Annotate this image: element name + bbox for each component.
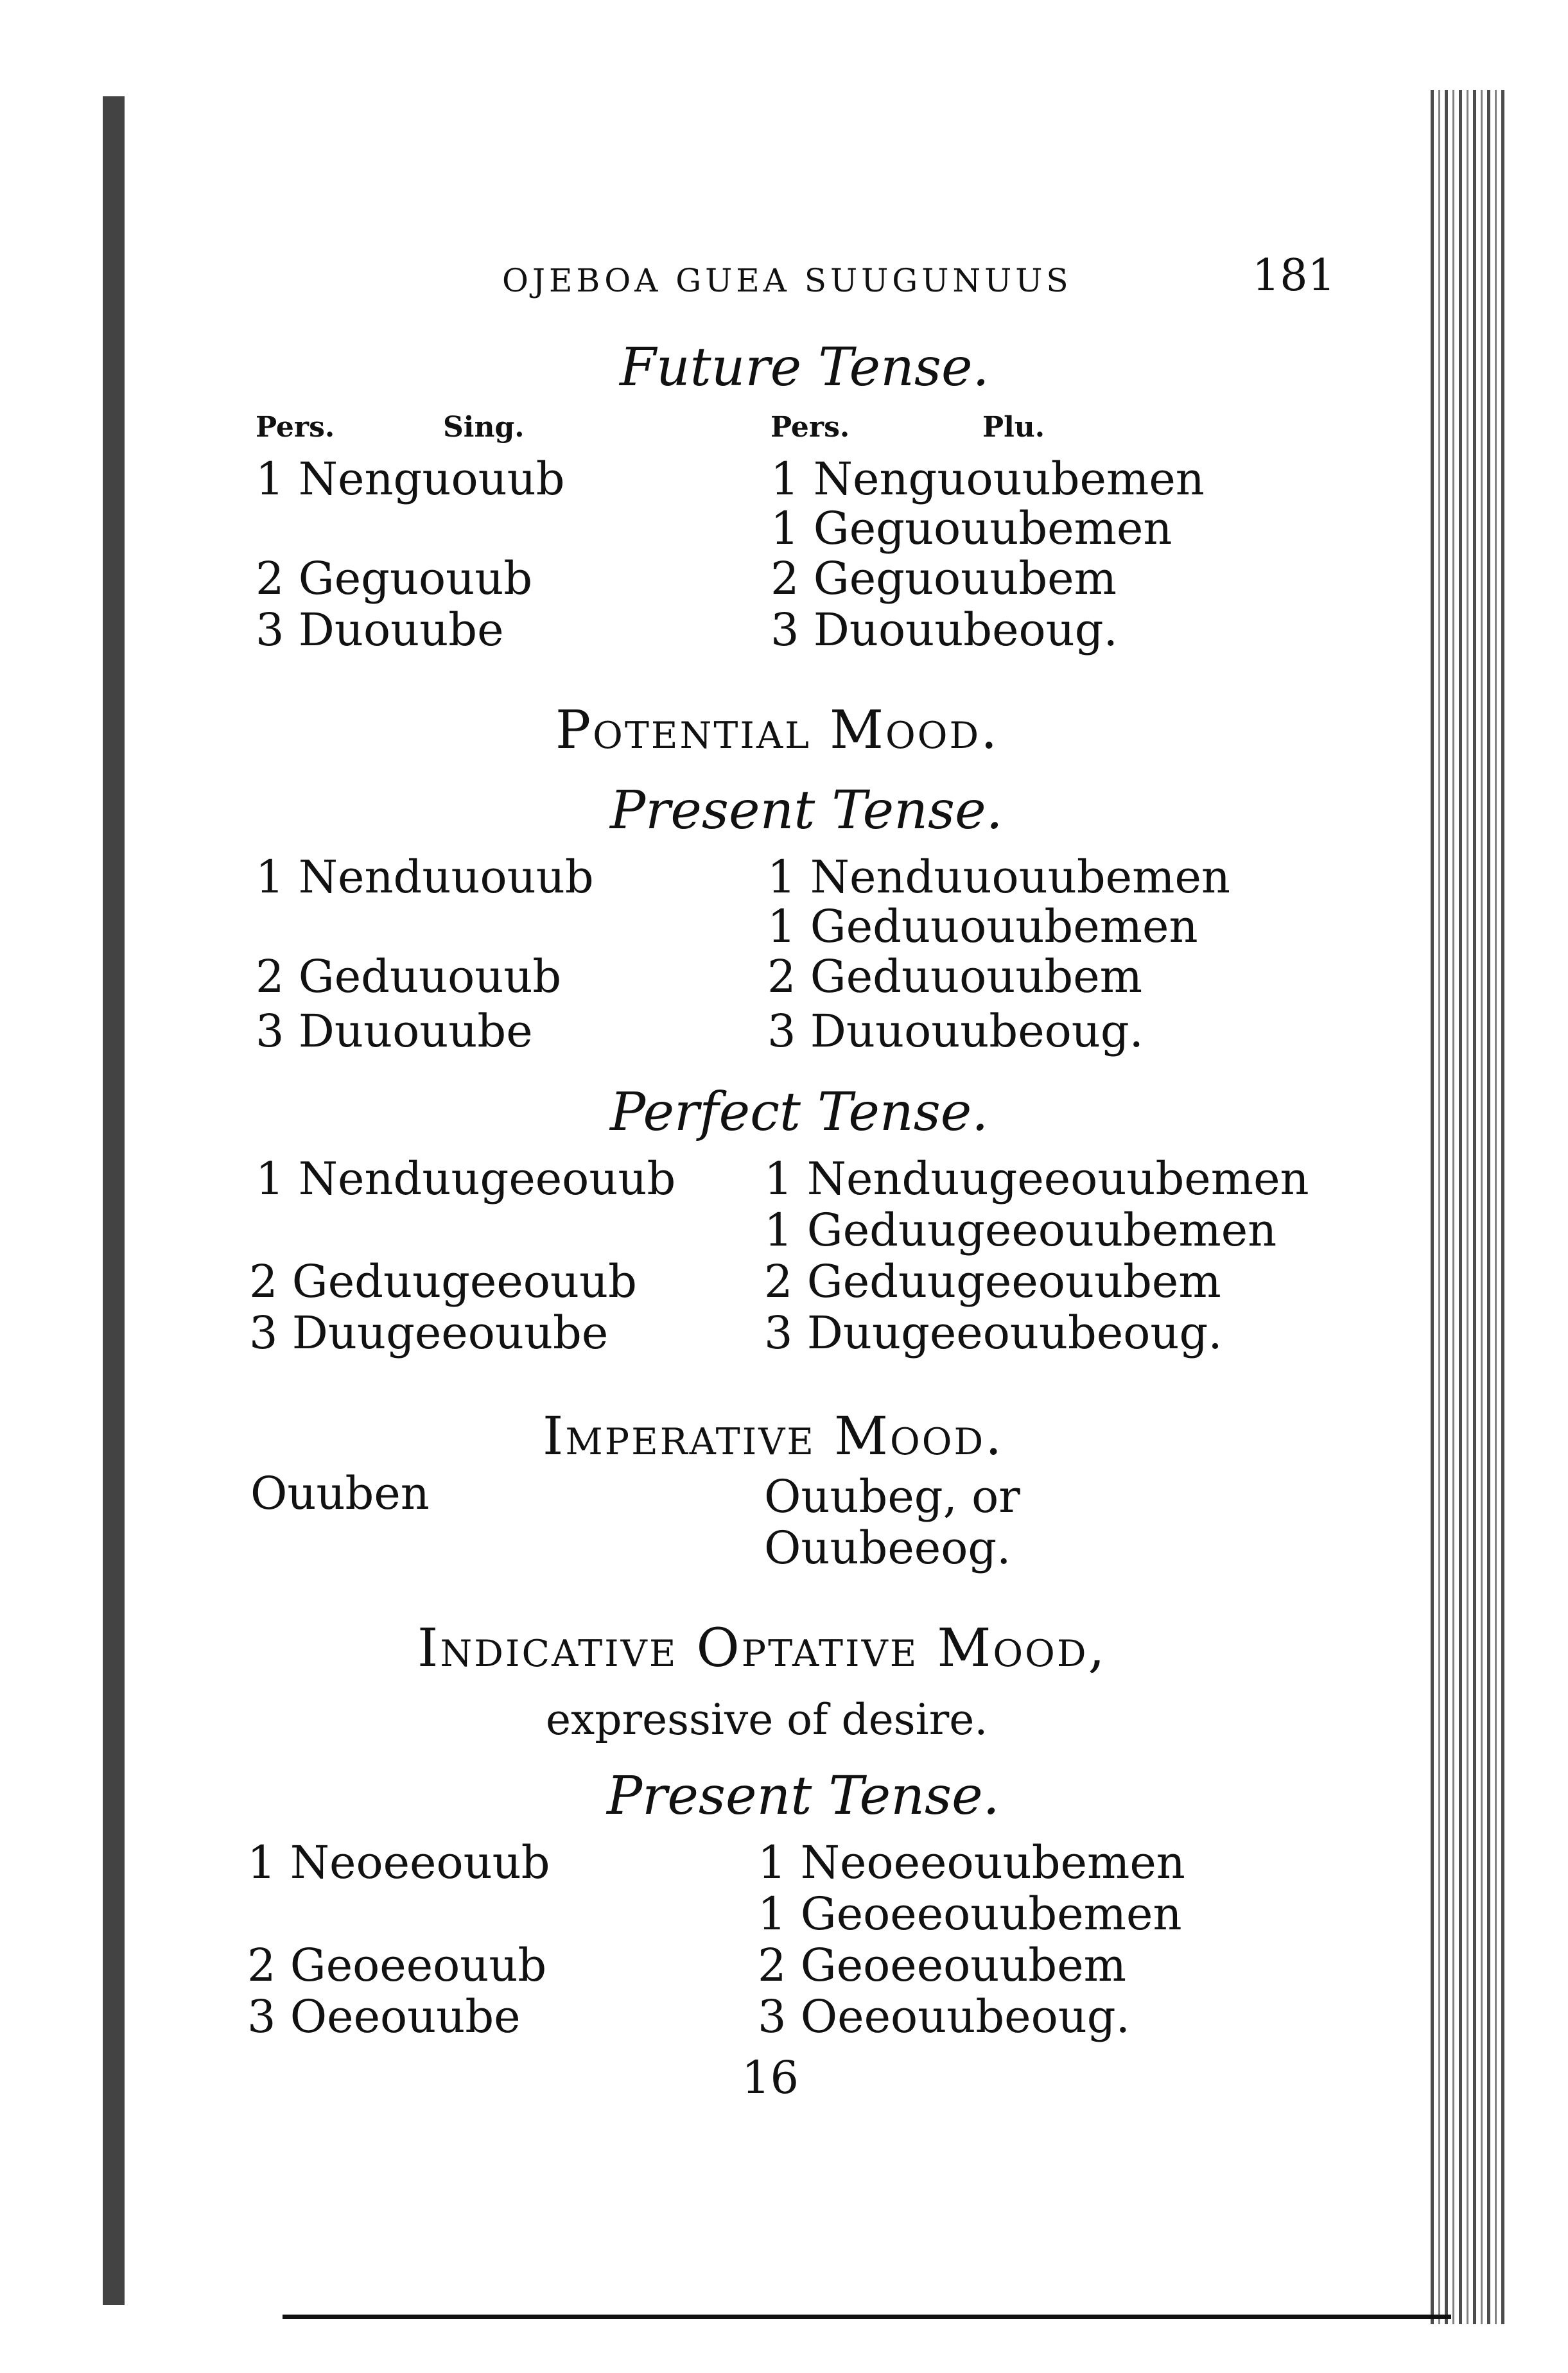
signature-mark: 16 <box>742 2051 799 2104</box>
potential-perfect-heading: Perfect Tense. <box>610 1082 989 1143</box>
optative-sing-2: 2 Geoeeouub <box>247 1939 547 1992</box>
potential-present-sing-3: 3 Duuouube <box>256 1005 533 1057</box>
potential-present-plu-2: 2 Geduuouubem <box>767 950 1143 1003</box>
optative-present-heading: Present Tense. <box>607 1766 1000 1827</box>
future-plu-2: 2 Geguouubem <box>771 552 1117 605</box>
col-header-pers-right: Pers. <box>771 411 850 444</box>
potential-perfect-sing-3: 3 Duugeeouube <box>249 1307 609 1359</box>
potential-present-plu-1b: 1 Geduuouubemen <box>767 900 1198 953</box>
running-head: OJEBOA GUEA SUUGUNUUS <box>502 262 1072 299</box>
bottom-page-edge <box>283 2315 1451 2319</box>
potential-perfect-sing-2: 2 Geduugeeouub <box>249 1255 637 1308</box>
potential-present-heading: Present Tense. <box>610 780 1003 841</box>
optative-subtitle: expressive of desire. <box>546 1695 988 1744</box>
future-plu-1: 1 Nenguouubemen <box>771 453 1205 505</box>
optative-plu-3: 3 Oeeouubeoug. <box>758 1990 1130 2043</box>
imperative-plu-2: Ouubeeog. <box>764 1522 1011 1574</box>
imperative-sing: Ouuben <box>250 1467 430 1520</box>
potential-present-plu-1: 1 Nenduuouubemen <box>767 851 1230 903</box>
right-binding-gutter <box>1431 90 1508 2324</box>
potential-perfect-plu-3: 3 Duugeeouubeoug. <box>764 1307 1223 1359</box>
potential-perfect-plu-1b: 1 Geduugeeouubemen <box>764 1204 1277 1256</box>
optative-mood-heading: Indicative Optative Mood, <box>417 1618 1107 1679</box>
future-sing-2: 2 Geguouub <box>256 552 533 605</box>
potential-perfect-plu-1: 1 Nenduugeeouubemen <box>764 1152 1309 1205</box>
page-number: 181 <box>1252 250 1336 301</box>
optative-plu-2: 2 Geoeeouubem <box>758 1939 1127 1992</box>
future-tense-heading: Future Tense. <box>620 337 989 398</box>
left-page-edge <box>103 96 125 2305</box>
potential-perfect-sing-1: 1 Nenduugeeouub <box>256 1152 676 1205</box>
col-header-pers-left: Pers. <box>256 411 335 444</box>
potential-present-sing-2: 2 Geduuouub <box>256 950 562 1003</box>
optative-plu-1: 1 Neoeeouubemen <box>758 1836 1185 1889</box>
future-sing-1: 1 Nenguouub <box>256 453 565 505</box>
optative-sing-1: 1 Neoeeouub <box>247 1836 550 1889</box>
col-header-plu: Plu. <box>982 411 1045 444</box>
future-plu-1b: 1 Geguouubemen <box>771 502 1172 555</box>
potential-present-plu-3: 3 Duuouubeoug. <box>767 1005 1144 1057</box>
optative-plu-1b: 1 Geoeeouubemen <box>758 1888 1182 1940</box>
imperative-plu-1: Ouubeg, or <box>764 1470 1020 1523</box>
future-sing-3: 3 Duouube <box>256 604 504 656</box>
potential-present-sing-1: 1 Nenduuouub <box>256 851 594 903</box>
imperative-mood-heading: Imperative Mood. <box>543 1406 1004 1467</box>
potential-perfect-plu-2: 2 Geduugeeouubem <box>764 1255 1221 1308</box>
future-plu-3: 3 Duouubeoug. <box>771 604 1118 656</box>
potential-mood-heading: Potential Mood. <box>555 700 1000 761</box>
col-header-sing: Sing. <box>443 411 525 444</box>
optative-sing-3: 3 Oeeouube <box>247 1990 521 2043</box>
